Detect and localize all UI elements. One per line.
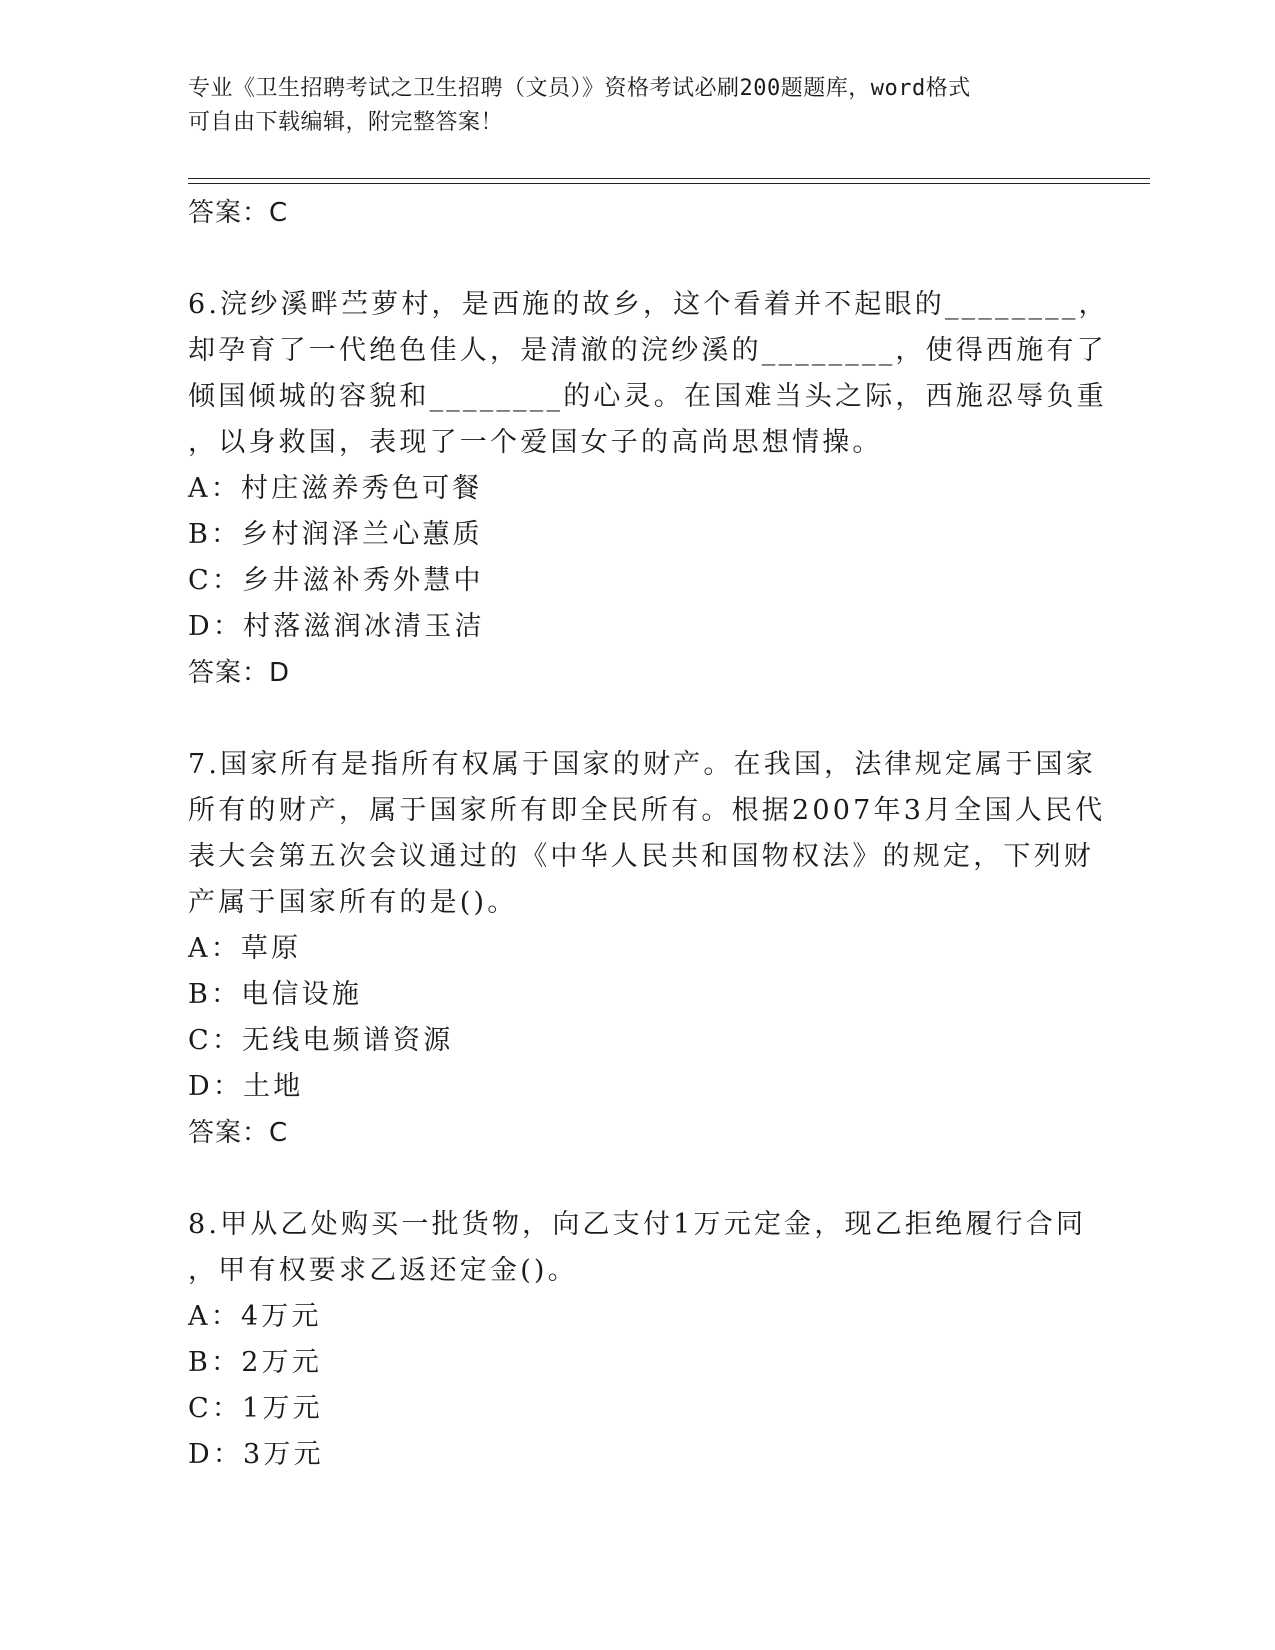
question-8-line-2: ，甲有权要求乙返还定金()。 bbox=[188, 1255, 578, 1286]
question-6-line-4: ，以身救国，表现了一个爱国女子的高尚思想情操。 bbox=[188, 427, 883, 458]
question-7-line-1: 7.国家所有是指所有权属于国家的财产。在我国，法律规定属于国家 bbox=[188, 749, 1096, 780]
question-8-line-1: 8.甲从乙处购买一批货物，向乙支付1万元定金，现乙拒绝履行合同 bbox=[188, 1209, 1087, 1240]
question-6-answer: 答案：D bbox=[188, 658, 291, 688]
question-8-option-c: C：1万元 bbox=[188, 1393, 323, 1424]
question-6-option-c: C：乡井滋补秀外慧中 bbox=[188, 565, 484, 596]
question-7-line-2: 所有的财产，属于国家所有即全民所有。根据2007年3月全国人民代 bbox=[188, 795, 1106, 826]
question-6-line-3: 倾国倾城的容貌和________的心灵。在国难当头之际，西施忍辱负重 bbox=[188, 381, 1107, 412]
document-body bbox=[188, 190, 1109, 1478]
question-6-option-b: B：乡村润泽兰心蕙质 bbox=[188, 519, 483, 550]
question-7-option-a: A：草原 bbox=[188, 933, 302, 964]
question-7 bbox=[188, 742, 1106, 1156]
question-8-option-d: D：3万元 bbox=[188, 1439, 324, 1470]
question-8-option-a: A：4万元 bbox=[188, 1301, 322, 1332]
question-6 bbox=[188, 282, 1109, 696]
question-7-option-d: D：土地 bbox=[188, 1071, 304, 1102]
question-7-line-4: 产属于国家所有的是()。 bbox=[188, 887, 518, 918]
document-header bbox=[188, 72, 1068, 140]
spacer bbox=[188, 236, 1088, 282]
question-8 bbox=[188, 1202, 1088, 1478]
question-7-line-3: 表大会第五次会议通过的《中华人民共和国物权法》的规定，下列财 bbox=[188, 841, 1094, 872]
question-6-line-1: 6.浣纱溪畔苎萝村，是西施的故乡，这个看着并不起眼的________， bbox=[188, 289, 1109, 320]
question-6-option-d: D：村落滋润冰清玉洁 bbox=[188, 611, 485, 642]
header-line-1: 专业《卫生招聘考试之卫生招聘（文员）》资格考试必刷200题题库，word格式 bbox=[188, 76, 971, 101]
header-line-2: 可自由下载编辑，附完整答案！ bbox=[188, 110, 504, 135]
question-8-option-b: B：2万元 bbox=[188, 1347, 323, 1378]
header-rule-bottom bbox=[188, 183, 1150, 184]
spacer bbox=[188, 1156, 1088, 1202]
header-rule-top bbox=[188, 178, 1150, 179]
question-7-option-b: B：电信设施 bbox=[188, 979, 363, 1010]
question-7-option-c: C：无线电频谱资源 bbox=[188, 1025, 454, 1056]
question-6-line-2: 却孕育了一代绝色佳人，是清澈的浣纱溪的________，使得西施有了 bbox=[188, 335, 1107, 366]
spacer bbox=[188, 696, 1088, 742]
previous-answer: 答案：C bbox=[188, 198, 289, 228]
question-6-option-a: A：村庄滋养秀色可餐 bbox=[188, 473, 483, 504]
question-7-answer: 答案：C bbox=[188, 1118, 289, 1148]
